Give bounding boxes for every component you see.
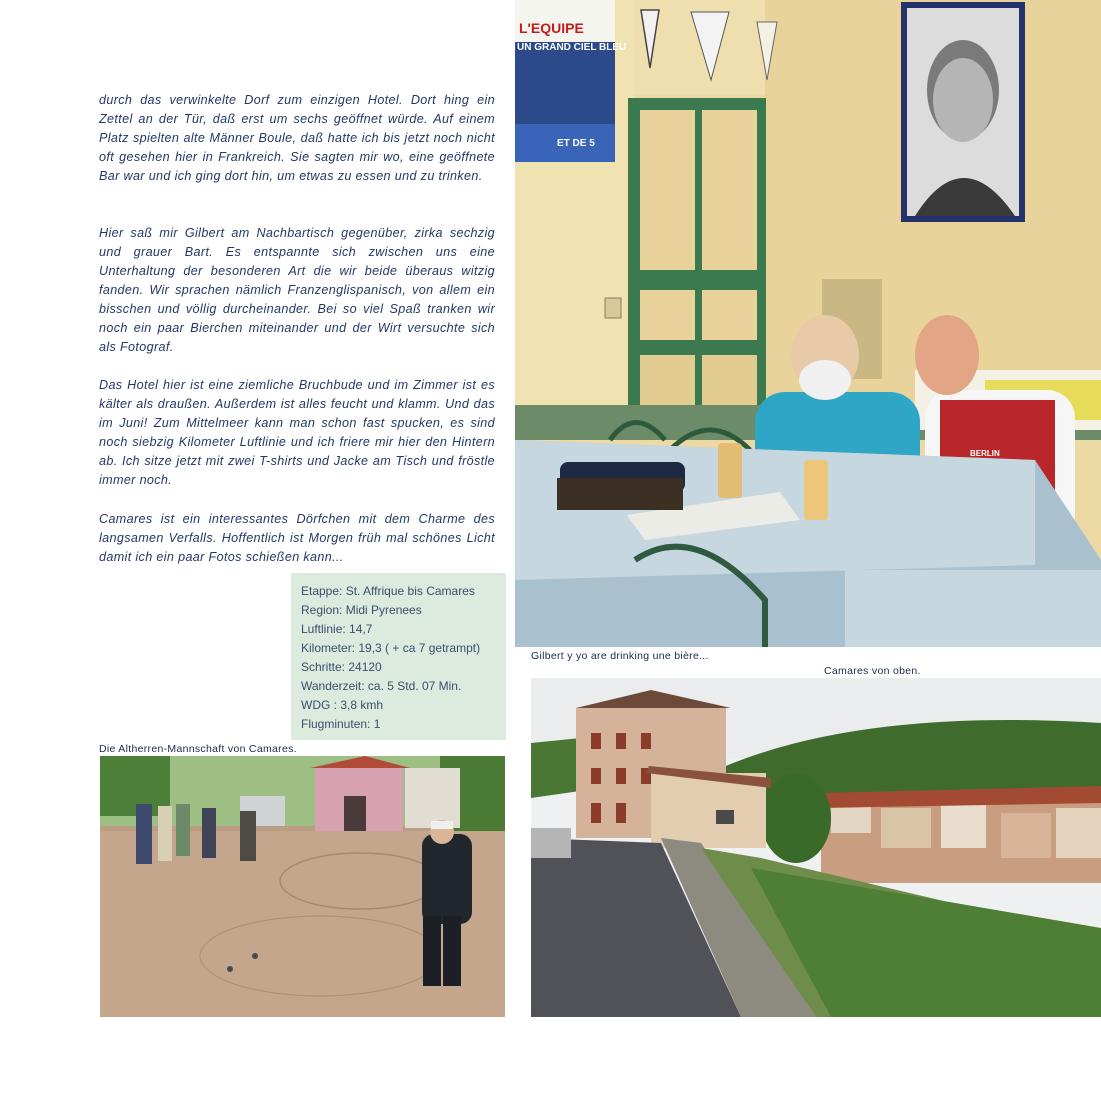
shirt-print: BERLIN: [970, 449, 1000, 458]
stat-kilometer: Kilometer: 19,3 ( + ca 7 getrampt): [301, 641, 481, 655]
stat-region: Region: Midi Pyrenees: [301, 603, 422, 617]
caption-bar-photo: Gilbert y yo are drinking une bière...: [531, 650, 709, 662]
article-paragraph-3: Das Hotel hier ist eine ziemliche Bruchbude und im Zimmer ist es kälter als draußen. Außerdem ist alles feucht und klamm. Und das im Juni! Zum Mittelmeer kann man schon fast spucken, es sind noch siebzig Kilometer Luftlinie und ich friere mir hier den Hintern ab. Ich sitze jetzt mit zwei T-shirts und Jacke am Tisch und fröstle immer noch.: [99, 378, 495, 487]
stat-luftlinie: Luftlinie: 14,7: [301, 622, 373, 636]
newspaper-masthead: L'EQUIPE: [519, 20, 584, 36]
stat-flugminuten: Flugminuten: 1: [301, 717, 381, 731]
stat-schritte: Schritte: 24120: [301, 660, 382, 674]
newspaper-headline: UN GRAND CIEL BLEU: [517, 42, 627, 53]
article-paragraph-1: durch das verwinkelte Dorf zum einzigen Hotel. Dort hing ein Zettel an der Tür, daß erst um sechs geöffnet würde. Auf einem Platz spielten alte Männer Boule, daß hatte ich bis jetzt noch nicht oft gesehen hier in Frankreich. Sie sagten mir wo, eine geöffnete Bar war und ich ging dort hin, um etwas zu essen und zu trinken.: [99, 93, 495, 183]
stat-wdg: WDG : 3,8 kmh: [301, 698, 384, 712]
bar-photo: [515, 0, 1101, 647]
stat-etappe: Etappe: St. Affrique bis Camares: [301, 584, 475, 598]
boule-photo: [100, 756, 505, 1017]
article-paragraph-4: Camares ist ein interessantes Dörfchen mit dem Charme des langsamen Verfalls. Hoffentlich ist Morgen früh mal schönes Licht damit ich ein paar Fotos schießen kann...: [99, 512, 495, 564]
village-photo: [531, 678, 1101, 1017]
caption-boule-photo: Die Altherren-Mannschaft von Camares.: [99, 743, 297, 755]
newspaper-footer: ET DE 5: [557, 138, 595, 149]
stat-wanderzeit: Wanderzeit: ca. 5 Std. 07 Min.: [301, 679, 462, 693]
caption-village-photo: Camares von oben.: [824, 665, 921, 677]
article-paragraph-2: Hier saß mir Gilbert am Nachbartisch gegenüber, zirka sechzig und grauer Bart. Es entspannte sich zwischen uns eine Unterhaltung der besonderen Art die wir beide überaus witzig fanden. Wir sprachen nämlich Franzenglispanisch, von allem ein bisschen und völlig durcheinander. Bei so viel Spaß tranken wir noch ein paar Bierchen miteinander und der Wirt versuchte sich als Fotograf.: [99, 226, 495, 354]
stage-stats-box: [291, 573, 506, 740]
